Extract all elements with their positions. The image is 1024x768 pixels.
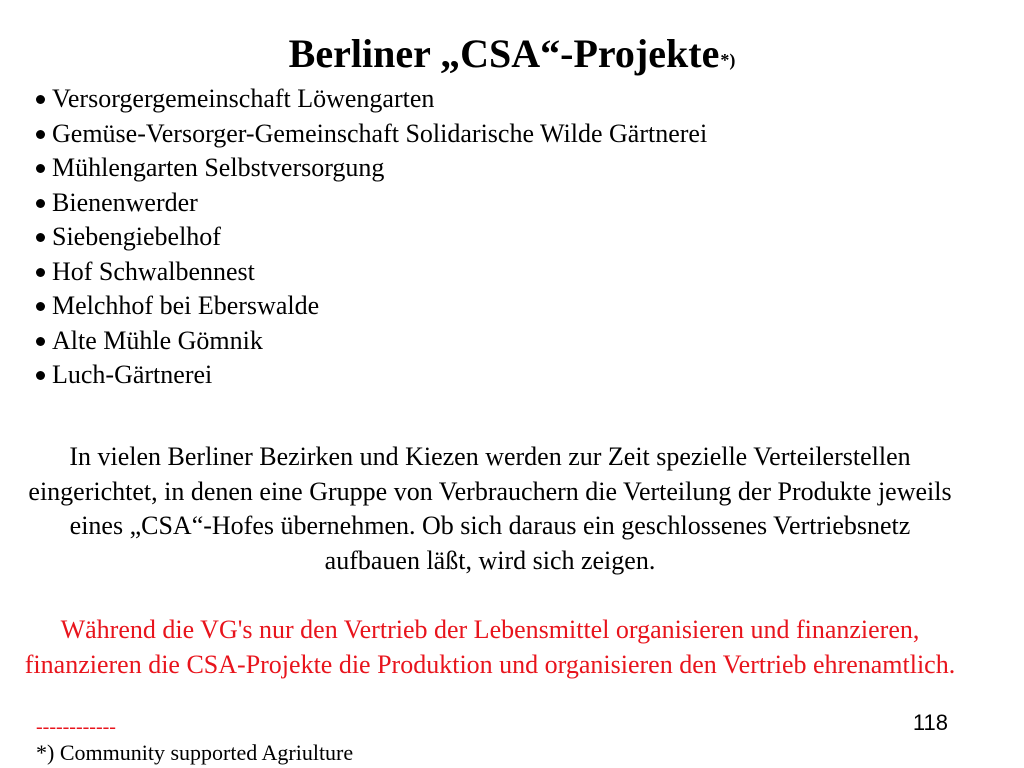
slide-title-text: Berliner „CSA“-Projekte: [288, 31, 720, 76]
list-item-text: Luch-Gärtnerei: [52, 360, 213, 389]
body-paragraph: In vielen Berliner Bezirken und Kiezen werden zur Zeit spezielle Verteilerstellen eingerichtet, in denen eine Gruppe von Verbrauchern die Verteilung der Produkte jeweils eines „CSA“-Hofes übernehmen. Ob sich daraus ein geschlossenes Vertriebsnetz aufbauen läßt, wird sich zeigen.: [28, 442, 952, 575]
list-item: [36, 186, 736, 221]
bullet-dot-icon: [36, 233, 45, 242]
list-item: [36, 82, 736, 117]
list-item: [36, 117, 736, 152]
bullet-dot-icon: [36, 199, 45, 208]
title-footnote-marker: *): [720, 50, 736, 70]
list-item-text: Mühlengarten Selbstversorgung: [52, 153, 385, 182]
list-item: [36, 151, 736, 186]
bullet-dot-icon: [36, 130, 45, 139]
project-list: [36, 82, 736, 393]
list-item: [36, 289, 736, 324]
highlight-paragraph: Während die VG's nur den Vertrieb der Lebensmittel organisieren und finanzieren, finanzieren die CSA-Projekte die Produktion und organisieren den Vertrieb ehrenamtlich.: [24, 615, 956, 679]
list-item-text: Bienenwerder: [52, 187, 198, 217]
bullet-dot-icon: [36, 371, 45, 380]
footnote-separator: ------------: [36, 716, 116, 738]
list-item-text: Melchhof bei Eberswalde: [52, 291, 320, 320]
list-item-text: Alte Mühle Gömnik: [52, 325, 263, 355]
list-item: [36, 220, 736, 255]
page-number: 118: [912, 710, 948, 735]
list-item-text: Versorgergemeinschaft Löwengarten: [52, 84, 435, 113]
bullet-dot-icon: [36, 268, 45, 277]
bullet-dot-icon: [36, 302, 45, 311]
list-item: [36, 324, 736, 359]
list-item: [36, 358, 736, 393]
bullet-dot-icon: [36, 337, 45, 346]
list-item-text: Siebengiebelhof: [52, 222, 221, 251]
list-item-text: Hof Schwalbennest: [52, 256, 255, 286]
list-item-text: Gemüse-Versorger-Gemeinschaft Solidarische Wilde Gärtnerei: [52, 118, 708, 148]
list-item: [36, 255, 736, 290]
slide-title: [0, 30, 1024, 78]
footnote: *) Community supported Agriulture: [36, 740, 354, 765]
bullet-dot-icon: [36, 95, 45, 104]
bullet-dot-icon: [36, 164, 45, 173]
